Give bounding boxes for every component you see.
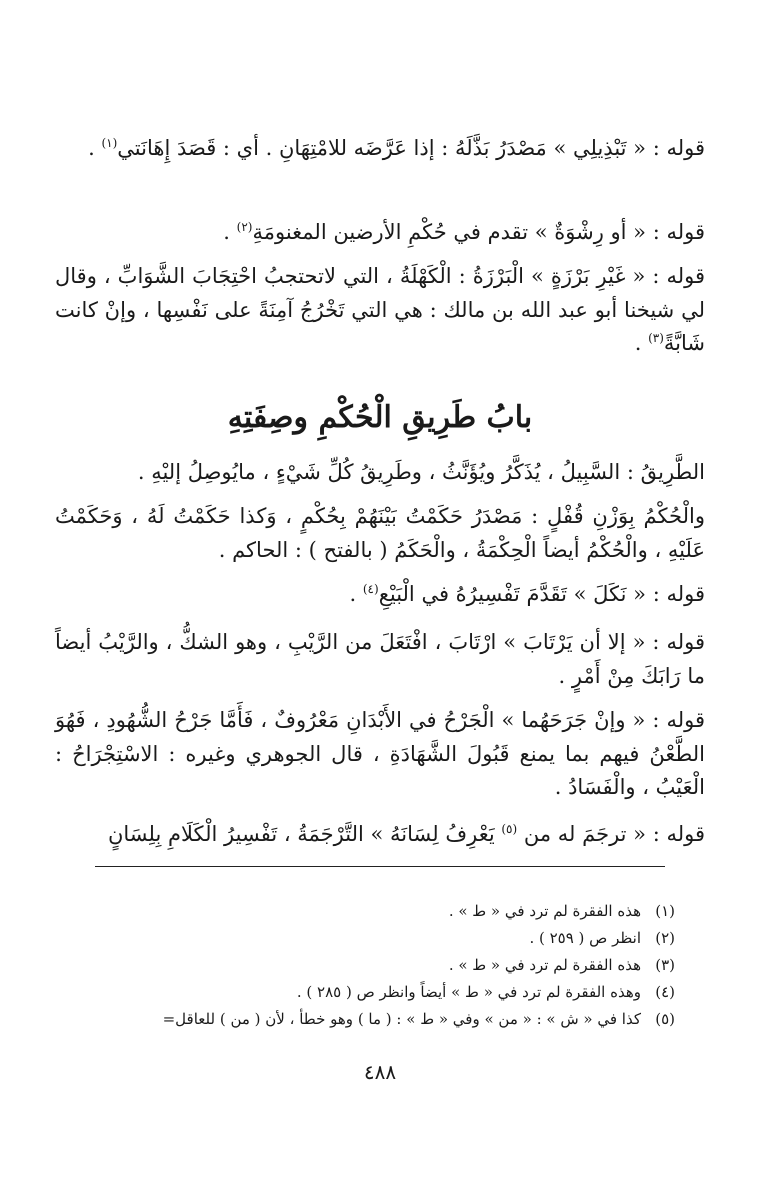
footnote-number: (٢) bbox=[655, 929, 675, 947]
footnotes-list bbox=[55, 898, 675, 1033]
paragraph-tarjama bbox=[55, 818, 705, 852]
paragraph-text: قوله : « أو رِشْوَةٌ » تقدم في حُكْمِ الأرضين المغنومَةِ bbox=[252, 220, 705, 244]
footnote-text: هذه الفقرة لم ترد في « ط » . bbox=[448, 902, 641, 920]
paragraph-text: قوله : « تَبْذِيلِي » مَصْدَرُ بَذَّلَهُ : إذا عَرَّضَه للامْتِهَانِ . أي : قَصَدَ إِهَانَتي bbox=[117, 136, 705, 160]
paragraph-text: يَعْرِفُ لِسَانَهُ » التَّرْجَمَةُ ، تَفْسِيرُ الْكَلَامِ بِلِسَانٍ bbox=[107, 822, 495, 846]
full-stop: . bbox=[634, 331, 649, 356]
footnote-text: انظر ص ( ٢٥٩ ) . bbox=[529, 929, 641, 947]
footnote-item bbox=[55, 898, 675, 925]
footnote-text: وهذه الفقرة لم ترد في « ط » أيضاً وانظر ص ( ٢٨٥ ) . bbox=[296, 983, 641, 1001]
paragraph-tariq: الطَّرِيقُ : السَّبِيلُ ، يُذَكَّرُ ويُؤَنَّثُ ، وطَرِيقُ كُلِّ شَيْءٍ ، مايُوصِلُ إليْهِ . bbox=[137, 460, 705, 484]
footnote-number: (٥) bbox=[655, 1010, 675, 1028]
full-stop: . bbox=[349, 582, 363, 606]
paragraph-barza bbox=[55, 260, 705, 361]
footnote-ref-3: (٣) bbox=[648, 331, 664, 346]
footnote-ref-5: (٥) bbox=[501, 822, 518, 836]
footnote-item bbox=[55, 979, 675, 1006]
footnote-number: (٤) bbox=[655, 983, 675, 1001]
footnote-ref-1: (١) bbox=[101, 136, 118, 150]
footnote-ref-2: (٢) bbox=[236, 220, 253, 234]
footnote-item bbox=[55, 952, 675, 979]
paragraph-text: قوله : « نَكَلَ » تَقَدَّمَ تَفْسِيرُهُ في الْبَيْعِ bbox=[378, 582, 705, 606]
paragraph-jarh: قوله : « وإنْ جَرَحَهُما » الْجَرْحُ في الأَبْدَانِ مَعْرُوفٌ ، فَأَمَّا جَرْحُ الشُّهُودِ ، فَهُوَ الطَّعْنُ فيهم بما يمنع قَبُولَ الشَّهَادَةِ ، قال الجوهري وغيره : الاسْتِجْرَاحُ : الْعَيْبُ ، والْفَسَادُ . bbox=[55, 708, 705, 800]
footnote-item bbox=[55, 925, 675, 952]
paragraph-yartab: قوله : « إلا أن يَرْتَابَ » ارْتَابَ ، افْتَعَلَ من الرَّيْبِ ، وهو الشكُّ ، والرَّيْبُ أيضاً ما رَابَكَ مِنْ أَمْرٍ . bbox=[55, 630, 705, 688]
paragraph-rishwa bbox=[55, 216, 705, 250]
paragraph-text: قوله : « ترجَمَ له من bbox=[523, 822, 705, 846]
page-number: ٤٨٨ bbox=[363, 1060, 397, 1084]
footnote-text: كذا في « ش » : « من » وفي « ط » : ( ما ) وهو خطأ ، لأن ( من ) للعاقل= bbox=[162, 1010, 641, 1028]
footnote-ref-4: (٤) bbox=[362, 582, 379, 596]
paragraph-hukm: والْحُكْمُ بِوَزْنِ قُفْلٍ : مَصْدَرُ حَكَمْتُ بَيْنَهُمْ بِحُكْمٍ ، وَكذا حَكَمْتُ لَهُ ، وَحَكَمْتُ عَلَيْهِ ، والْحُكْمُ أيضاً الْحِكْمَةُ ، والْحَكَمُ ( بالفتح ) : الحاكم . bbox=[55, 504, 705, 562]
footnote-item bbox=[55, 1006, 675, 1033]
paragraph-text: قوله : « غَيْرِ بَرْزَةٍ » الْبَرْزَةُ : الْكَهْلَةُ ، التي لاتحتجبُ احْتِجَابَ الشَّوَابِّ ، وقال لي شيخنا أبو عبد الله بن مالك : هي التي تَخْرُجُ آمِنَةً على نَفْسِها ، وإنْ كانت شَابَّةً bbox=[55, 264, 705, 356]
chapter-heading: بابُ طَرِيقِ الْحُكْمِ وصِفَتِهِ bbox=[227, 400, 533, 435]
paragraph-tabdhili bbox=[55, 132, 705, 166]
footnote-number: (١) bbox=[655, 902, 675, 920]
footnote-separator bbox=[95, 866, 665, 867]
full-stop: . bbox=[223, 220, 237, 244]
paragraph-nakala bbox=[55, 578, 705, 612]
footnote-text: هذه الفقرة لم ترد في « ط » . bbox=[448, 956, 641, 974]
footnote-number: (٣) bbox=[655, 956, 675, 974]
full-stop: . bbox=[88, 136, 102, 160]
